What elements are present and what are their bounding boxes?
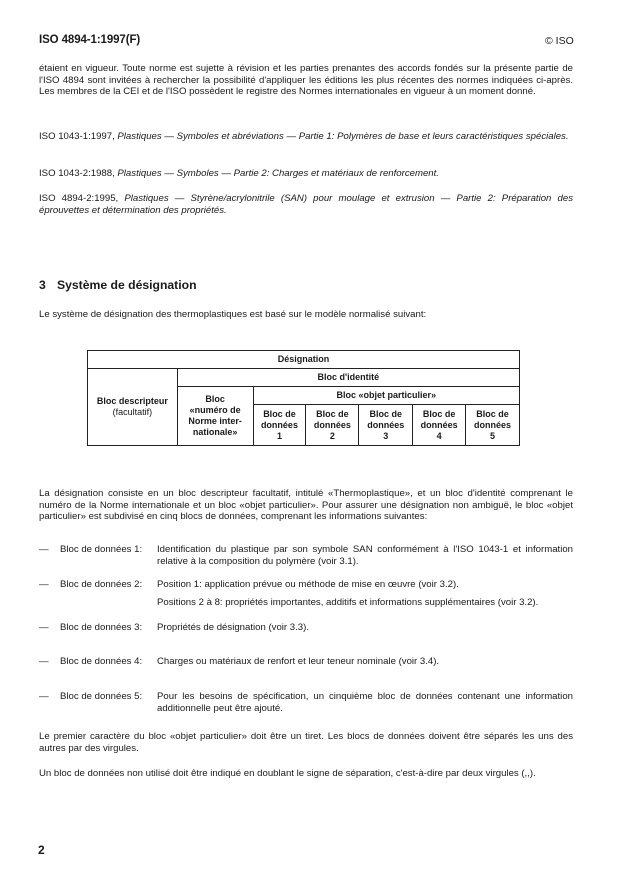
list-item-description: [157, 622, 573, 634]
reference-item: [39, 168, 573, 180]
data-block-line: Bloc de: [422, 408, 456, 419]
page-number: 2: [38, 843, 45, 857]
closing-paragraph: Un bloc de données non utilisé doit être indiqué en doublant le signe de séparation, c'est-à-dire par deux virgules (,,).: [39, 768, 536, 779]
document-id: ISO 4894-1:1997(F): [39, 34, 141, 46]
descriptor-block-cell: [88, 369, 178, 446]
reference-title: Plastiques — Symboles — Partie 2: Charges et matériaux de renforcement.: [117, 168, 439, 179]
description-line: Positions 2 à 8: propriétés importantes, additifs et informations supplémentaires (voir 3.2).: [157, 596, 539, 608]
data-block-number: 4: [436, 430, 442, 441]
intro-paragraph: étaient en vigueur. Toute norme est sujette à révision et les parties prenantes des accords fondés sur la présente partie de l'ISO 4894 sont invitées à rechercher la possibilité d'appliquer les éditions les plus récentes des normes indiquées ci-après. Les membres de la CEI et de l'ISO possèdent le registre des Normes internationales en vigueur à un moment donné.: [39, 63, 573, 98]
dash-bullet: —: [39, 544, 49, 555]
section-heading: [39, 278, 197, 292]
list-item-description: [157, 579, 573, 608]
list-item-label: Bloc de données 5:: [60, 691, 143, 702]
description-line: Pour les besoins de spécification, un cinquième bloc de données contenant une information additionnelle peut être ajouté.: [157, 691, 573, 714]
data-block-line: Bloc de: [369, 408, 402, 419]
data-block-number: 5: [490, 430, 496, 441]
optional-label: (facultatif): [112, 407, 153, 417]
descriptor-block-label: Bloc descripteur: [96, 396, 168, 406]
reference-code: ISO 1043-1:1997,: [39, 131, 118, 142]
data-block-line: Bloc de: [316, 408, 349, 419]
standard-number-line: Norme inter-: [188, 416, 242, 426]
dash-bullet: —: [39, 622, 49, 633]
data-block-number: 3: [383, 430, 389, 441]
data-block-line: Bloc de: [263, 408, 296, 419]
reference-code: ISO 1043-2:1988,: [39, 168, 118, 179]
description-line: Identification du plastique par son symbole SAN conformément à l'ISO 1043-1 et information relative à la composition du polymère (voir 3.1).: [157, 544, 573, 567]
list-item-label: Bloc de données 2:: [60, 579, 143, 590]
reference-item: [39, 131, 573, 143]
list-item-description: [157, 656, 573, 668]
dash-bullet: —: [39, 691, 49, 702]
list-item-label: Bloc de données 4:: [60, 656, 143, 667]
standard-number-line: «numéro de: [189, 405, 241, 415]
identity-block-header: Bloc d'identité: [177, 369, 519, 387]
dash-bullet: —: [39, 656, 49, 667]
data-block-number: 2: [329, 430, 335, 441]
data-block-line: Bloc de: [476, 408, 509, 419]
description-line: Propriétés de désignation (voir 3.3).: [157, 622, 309, 633]
specific-object-block-header: Bloc «objet particulier»: [253, 387, 520, 405]
list-item-description: [157, 544, 573, 567]
section-lead: Le système de désignation des thermoplastiques est basé sur le modèle normalisé suivant:: [39, 309, 427, 320]
closing-paragraph: Le premier caractère du bloc «objet particulier» doit être un tiret. Les blocs de données doivent être séparés les uns des autres par des virgules.: [39, 731, 573, 754]
data-block-cell: [306, 405, 359, 446]
data-block-number: 1: [276, 430, 282, 441]
standard-number-line: Bloc: [205, 394, 225, 404]
standard-number-block-cell: [177, 387, 253, 446]
list-item-label: Bloc de données 3:: [60, 622, 143, 633]
section-title: Système de désignation: [57, 278, 197, 292]
description-line: Charges ou matériaux de renfort et leur teneur nominale (voir 3.4).: [157, 656, 440, 667]
designation-header: Désignation: [88, 351, 520, 369]
reference-code: ISO 4894-2:1995,: [39, 193, 125, 204]
data-block-cell: [413, 405, 466, 446]
reference-title: Plastiques — Styrène/acrylonitrile (SAN) pour moulage et extrusion — Partie 2: Préparation des éprouvettes et détermination des propriétés.: [39, 193, 574, 216]
data-block-cell: [466, 405, 520, 446]
reference-title: Plastiques — Symboles et abréviations — Partie 1: Polymères de base et leurs caractéristiques spéciales.: [117, 131, 569, 142]
list-item-description: [157, 691, 573, 714]
copyright-mark: © ISO: [545, 35, 574, 47]
data-block-cell: [359, 405, 413, 446]
standard-number-line: nationale»: [192, 427, 238, 437]
data-block-cell: [253, 405, 306, 446]
dash-bullet: —: [39, 579, 49, 590]
data-block-line: données: [313, 419, 351, 430]
designation-table: [87, 350, 520, 446]
data-block-line: données: [474, 419, 512, 430]
data-block-line: données: [260, 419, 298, 430]
data-block-line: données: [420, 419, 458, 430]
data-block-line: données: [367, 419, 405, 430]
section-number: 3: [39, 278, 46, 292]
reference-item: [39, 193, 573, 216]
list-item-label: Bloc de données 1:: [60, 544, 143, 555]
explanation-paragraph: La désignation consiste en un bloc descripteur facultatif, intitulé «Thermoplastique», et un bloc d'identité comprenant le numéro de la Norme internationale et un bloc «objet particulier». Pour assurer une désignation non ambiguë, le bloc «objet particulier» est subdivisé en cinq blocs de données, comprenant les informations suivantes:: [39, 488, 573, 523]
description-line: Position 1: application prévue ou méthode de mise en œuvre (voir 3.2).: [157, 579, 459, 590]
